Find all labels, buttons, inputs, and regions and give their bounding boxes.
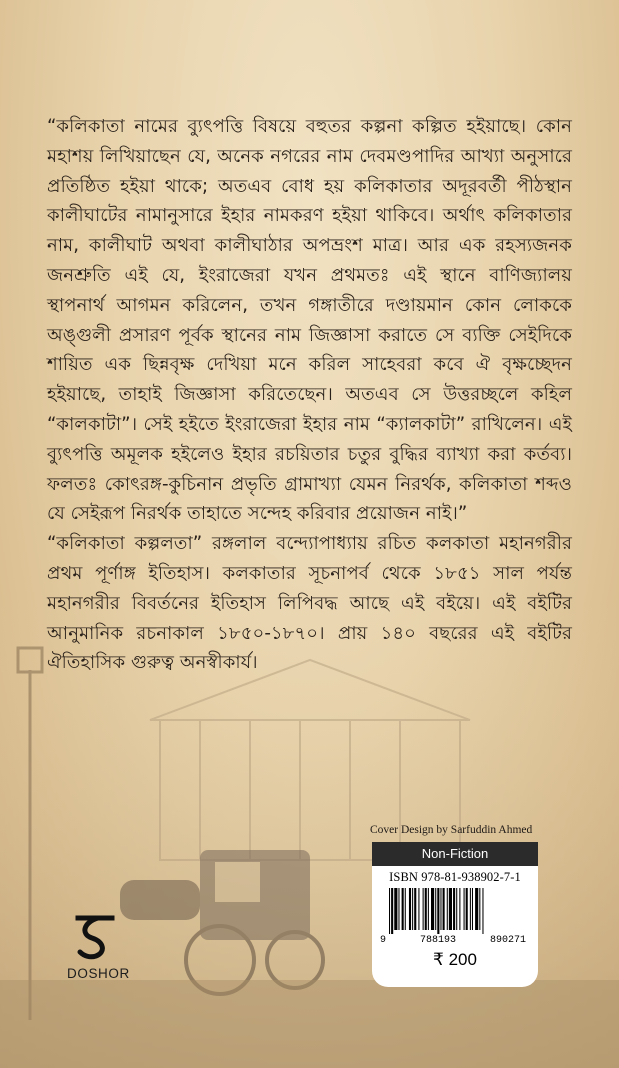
barcode-digits-right: 890271 [489, 935, 526, 946]
barcode-bar [447, 888, 448, 930]
barcode-panel [372, 842, 538, 987]
genre-label: Non-Fiction [372, 842, 538, 866]
barcode-bar [464, 888, 465, 930]
barcode-digits [372, 935, 538, 946]
barcode-bar [456, 888, 457, 930]
barcode-bar [402, 888, 404, 930]
barcode-bar [482, 888, 483, 934]
barcode-bar [435, 888, 436, 930]
barcode-bar [479, 888, 480, 930]
barcode-bar [437, 888, 439, 934]
back-cover-text [47, 112, 572, 678]
publisher-name: DOSHOR [67, 966, 130, 981]
barcode-bar [443, 888, 445, 930]
barcode-bar [412, 888, 413, 930]
isbn-number: ISBN 978-81-938902-7-1 [389, 870, 521, 884]
barcode-bar [431, 888, 434, 930]
barcode-bar [423, 888, 424, 930]
quoted-passage: “কলিকাতা নামের ব্যুৎপত্তি বিষয়ে বহুতর কল্পনা কল্পিত হইয়াছে। কোন মহাশয় লিখিয়াছেন যে, অনেক নগরের নাম দেবমণ্ডপাদির আখ্যা অনুসারে প্রতিষ্ঠিত হইয়া থাকে; অতএব বোধ হয় কলিকাতার অদূরবর্তী পীঠস্থান কালীঘাটের নামানুসারে ইহার নামকরণ হইয়া থাকিবে। অর্থাৎ কলিকাতার নাম, কালীঘাট অথবা কালীঘাঠার অপভ্রংশ মাত্র। আর এক রহস্যজনক জনশ্রুতি এই যে, ইংরাজেরা যখন প্রথমতঃ এই স্থানে বাণিজ্যালয় স্থাপনার্থ আগমন করিলেন, তখন গঙ্গাতীরে দণ্ডায়মান কোন লোককে অঙ্গুলী প্রসারণ পূর্বক স্থানের নাম জিজ্ঞাসা করাতে সে ব্যক্তি সেইদিকে শায়িত এক ছিন্নবৃক্ষ দেখিয়া মনে করিল সাহেবরা কবে ঐ বৃক্ষচ্ছেদন হইয়াছে, তাহাই জিজ্ঞাসা করিতেছেন। অতএব সে উত্তরচ্ছলে কহিল “কালকাটা”। সেই হইতে ইংরাজেরা ইহার নাম “ক্যালকাটা” রাখিলেন। এই ব্যুৎপত্তি অমূলক হইলেও ইহার রচয়িতার চতুর বুদ্ধির ব্যাখ্যা করা কর্তব্য। ফলতঃ কোৎরঙ্গ-কুচিনান প্রভৃতি গ্রামাখ্যা যেমন নিরর্থক, কলিকাতা শব্দও যে সেইরূপ নিরর্থক তাহাতে সন্দেহ করিবার প্রয়োজন নাই।” [47, 116, 572, 525]
barcode-bar [475, 888, 478, 930]
barcode-bar [459, 888, 460, 930]
barcode-digit-lead: 9 [380, 935, 387, 946]
barcode-bar [394, 888, 397, 930]
barcode-bar [453, 888, 455, 930]
barcode-bar [472, 888, 473, 930]
barcode-bar [466, 888, 468, 930]
barcode-bar [425, 888, 427, 930]
barcode-digits-left: 788193 [419, 935, 456, 946]
barcode-bar [449, 888, 452, 930]
barcode-bar [470, 888, 471, 930]
barcode-bar [418, 888, 419, 930]
barcode-bar [428, 888, 429, 930]
barcode-bar [414, 888, 416, 930]
cover-design-credit: Cover Design by Sarfuddin Ahmed [370, 824, 533, 836]
barcode-bar [405, 888, 406, 930]
price-label: ₹ 200 [433, 950, 477, 969]
barcode-bar [391, 888, 393, 934]
barcode-bar [409, 888, 411, 930]
barcode-bar [398, 888, 399, 930]
barcode-bar [440, 888, 441, 930]
barcode-bar [389, 888, 390, 934]
barcode-icon [385, 888, 525, 934]
book-description: “কলিকাতা কল্পলতা” রঙ্গলাল বন্দ্যোপাধ্যায় রচিত কলকাতা মহানগরীর প্রথম পূর্ণাঙ্গ ইতিহাস। কলকাতার সূচনাপর্ব থেকে ১৮৫১ সাল পর্যন্ত মহানগরীর বিবর্তনের ইতিহাস লিপিবদ্ধ আছে এই বইয়ে। এই বইটির আনুমানিক রচনাকাল ১৮৫০-১৮৭০। প্রায় ১৪০ বছরের এই বইটির ঐতিহাসিক গুরুত্ব অনস্বীকার্য। [47, 533, 572, 674]
publisher-logo-icon [74, 908, 118, 960]
